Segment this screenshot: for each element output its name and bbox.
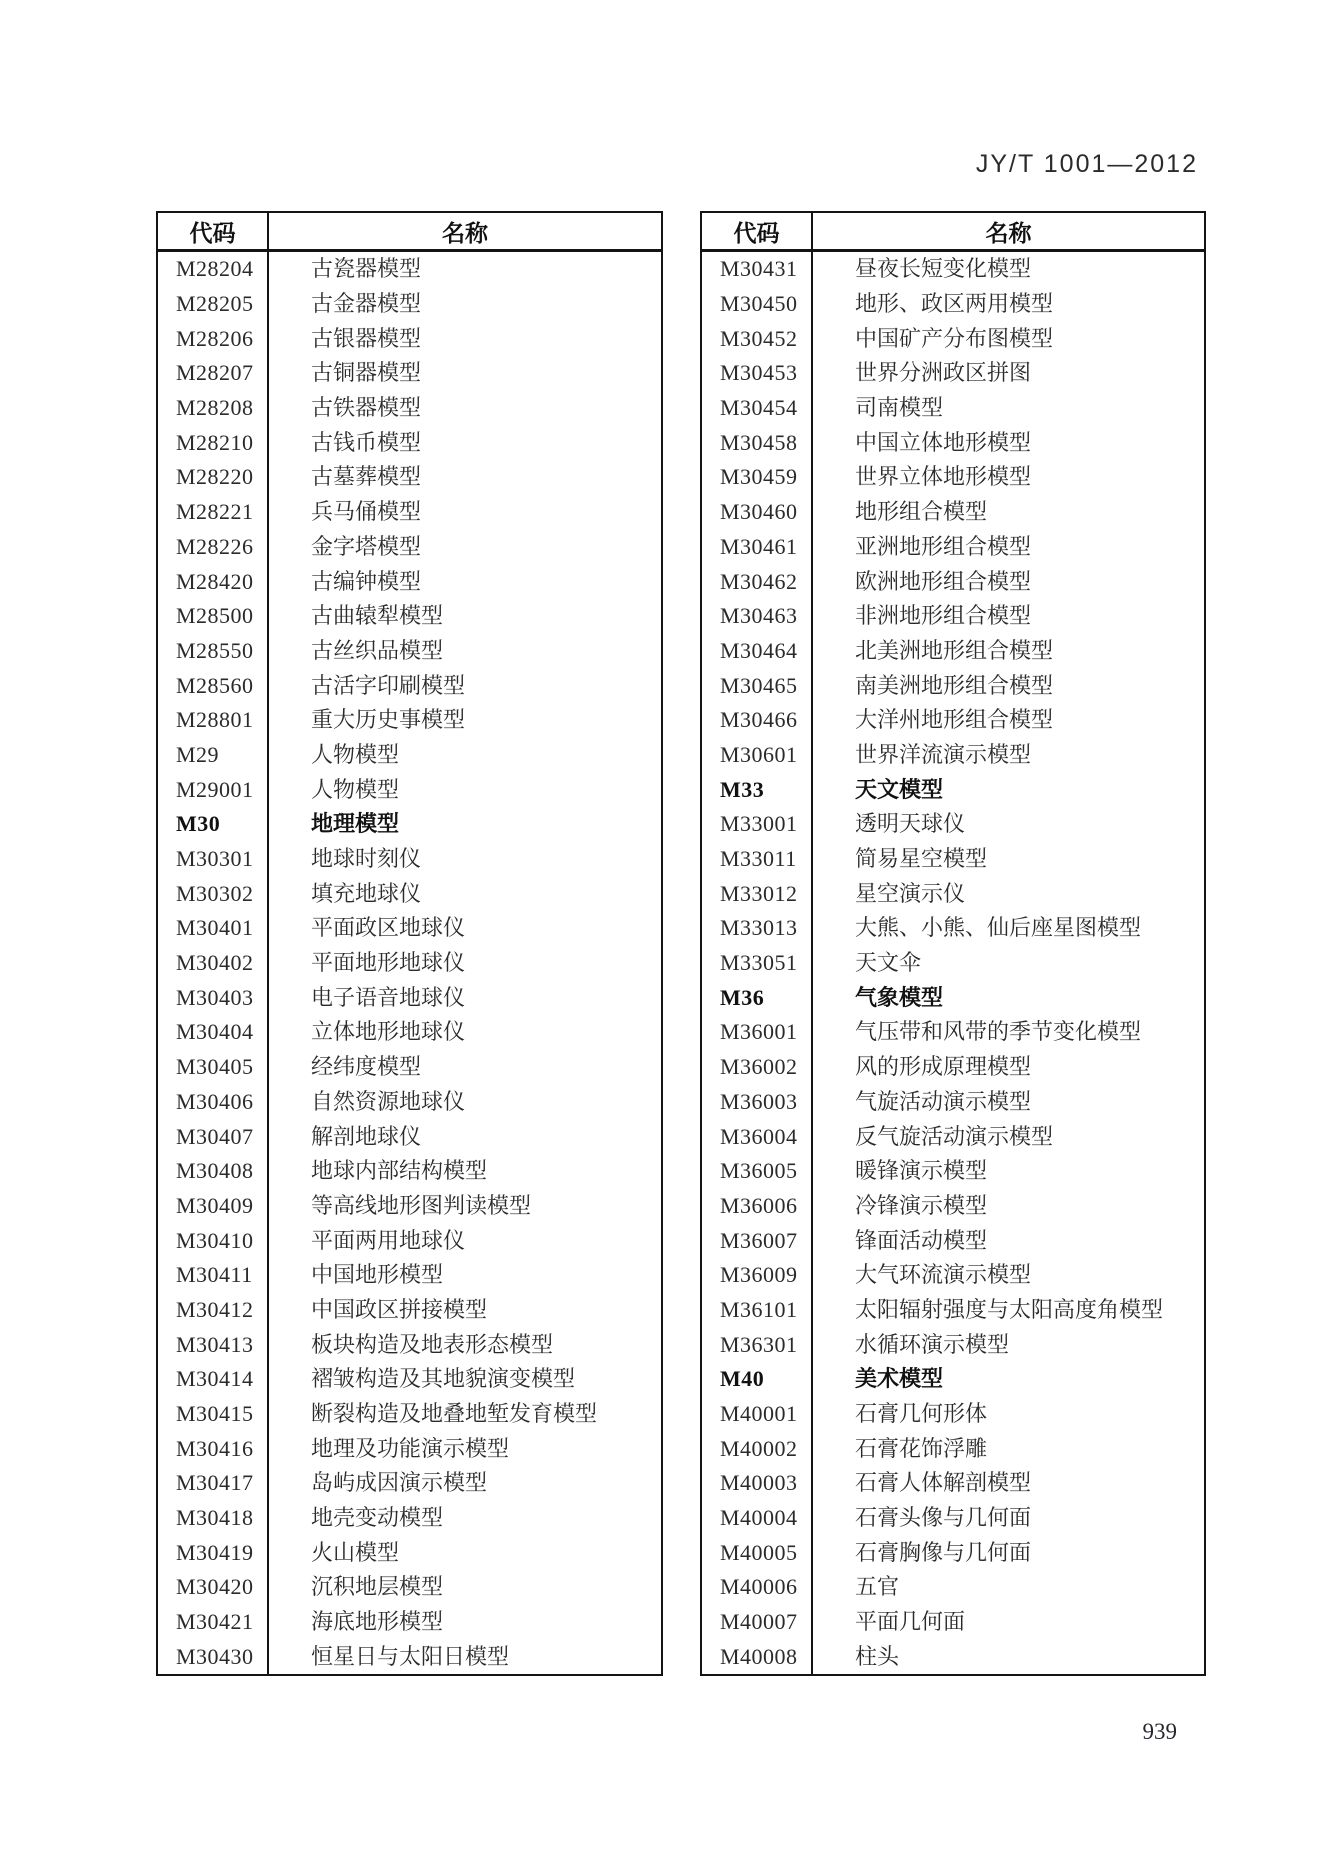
right-code-table <box>700 211 1206 1676</box>
code-cell: M30401 <box>157 911 268 946</box>
table-row <box>701 321 1205 356</box>
name-cell: 气旋活动演示模型 <box>855 1088 1032 1114</box>
left-table-header <box>157 212 662 251</box>
table-row <box>701 1431 1205 1466</box>
name-cell: 平面两用地球仪 <box>311 1227 466 1253</box>
table-row <box>701 1154 1205 1189</box>
table-row <box>701 772 1205 807</box>
code-cell: M30404 <box>157 1015 268 1050</box>
name-cell: 非洲地形组合模型 <box>855 603 1032 629</box>
name-cell: 北美洲地形组合模型 <box>855 637 1054 663</box>
name-cell: 五官 <box>855 1574 900 1600</box>
code-cell: M30430 <box>157 1640 268 1676</box>
name-column-header: 名称 <box>268 212 662 251</box>
code-cell: M30459 <box>701 460 812 495</box>
code-cell: M30407 <box>157 1119 268 1154</box>
table-row <box>157 599 662 634</box>
table-row <box>701 1501 1205 1536</box>
name-cell: 沉积地层模型 <box>311 1574 444 1600</box>
code-cell: M36004 <box>701 1119 812 1154</box>
name-cell: 暖锋演示模型 <box>855 1158 988 1184</box>
code-cell: M30453 <box>701 356 812 391</box>
header-row <box>701 212 1205 251</box>
name-column-header: 名称 <box>812 212 1205 251</box>
table-row <box>701 1466 1205 1501</box>
name-cell: 断裂构造及地叠地堑发育模型 <box>311 1401 598 1427</box>
code-column-header: 代码 <box>701 212 812 251</box>
name-cell: 大熊、小熊、仙后座星图模型 <box>855 915 1142 941</box>
name-cell: 透明天球仪 <box>855 811 966 837</box>
name-cell: 世界洋流演示模型 <box>855 741 1032 767</box>
code-cell: M33051 <box>701 946 812 981</box>
table-row <box>157 980 662 1015</box>
code-cell: M30408 <box>157 1154 268 1189</box>
code-cell: M30403 <box>157 980 268 1015</box>
name-cell: 古编钟模型 <box>311 568 422 594</box>
code-cell: M30415 <box>157 1397 268 1432</box>
code-cell: M30460 <box>701 495 812 530</box>
name-cell: 兵马俑模型 <box>311 499 422 525</box>
name-cell: 海底地形模型 <box>311 1609 444 1635</box>
name-cell: 石膏胸像与几何面 <box>855 1539 1032 1565</box>
table-row <box>157 772 662 807</box>
name-cell: 古墓葬模型 <box>311 464 422 490</box>
table-row <box>701 980 1205 1015</box>
name-cell: 古钱币模型 <box>311 429 422 455</box>
name-cell: 地球内部结构模型 <box>311 1158 488 1184</box>
header-row <box>157 212 662 251</box>
code-cell: M40006 <box>701 1570 812 1605</box>
code-cell: M30420 <box>157 1570 268 1605</box>
code-cell: M28420 <box>157 564 268 599</box>
name-cell: 中国矿产分布图模型 <box>855 325 1054 351</box>
name-cell: 人物模型 <box>311 741 400 767</box>
code-cell: M30458 <box>701 425 812 460</box>
name-cell: 岛屿成因演示模型 <box>311 1470 488 1496</box>
table-row <box>701 1189 1205 1224</box>
right-table-body <box>701 251 1205 1676</box>
code-cell: M28207 <box>157 356 268 391</box>
table-row <box>157 1327 662 1362</box>
name-cell: 气象模型 <box>855 984 944 1010</box>
table-row <box>701 356 1205 391</box>
name-cell: 简易星空模型 <box>855 846 988 872</box>
code-cell: M36003 <box>701 1085 812 1120</box>
table-row <box>157 530 662 565</box>
table-row <box>701 634 1205 669</box>
table-row <box>157 842 662 877</box>
name-cell: 平面地形地球仪 <box>311 950 466 976</box>
code-cell: M30465 <box>701 668 812 703</box>
table-row <box>701 876 1205 911</box>
name-cell: 星空演示仪 <box>855 880 966 906</box>
name-cell: 地形、政区两用模型 <box>855 291 1054 317</box>
code-cell: M28221 <box>157 495 268 530</box>
code-cell: M33001 <box>701 807 812 842</box>
name-cell: 地形组合模型 <box>855 499 988 525</box>
table-row <box>701 1050 1205 1085</box>
table-row <box>157 876 662 911</box>
name-cell: 等高线地形图判读模型 <box>311 1192 532 1218</box>
code-cell: M36301 <box>701 1327 812 1362</box>
table-row <box>701 599 1205 634</box>
table-row <box>701 842 1205 877</box>
table-row <box>701 1015 1205 1050</box>
name-cell: 美术模型 <box>855 1366 944 1392</box>
code-cell: M30 <box>157 807 268 842</box>
table-row <box>701 1362 1205 1397</box>
table-row <box>157 1501 662 1536</box>
table-row <box>157 356 662 391</box>
code-cell: M30454 <box>701 391 812 426</box>
code-cell: M30462 <box>701 564 812 599</box>
code-cell: M40007 <box>701 1605 812 1640</box>
left-code-table <box>156 211 663 1676</box>
code-cell: M40008 <box>701 1640 812 1676</box>
name-cell: 锋面活动模型 <box>855 1227 988 1253</box>
table-row <box>157 1223 662 1258</box>
code-cell: M30406 <box>157 1085 268 1120</box>
code-cell: M28204 <box>157 251 268 287</box>
table-row <box>701 807 1205 842</box>
code-cell: M33011 <box>701 842 812 877</box>
code-cell: M36001 <box>701 1015 812 1050</box>
table-row <box>701 1605 1205 1640</box>
table-row <box>701 911 1205 946</box>
table-row <box>701 668 1205 703</box>
name-cell: 昼夜长短变化模型 <box>855 256 1032 282</box>
table-row <box>157 1119 662 1154</box>
name-cell: 平面政区地球仪 <box>311 915 466 941</box>
name-cell: 经纬度模型 <box>311 1054 422 1080</box>
table-row <box>157 703 662 738</box>
code-cell: M28226 <box>157 530 268 565</box>
table-row <box>157 1466 662 1501</box>
code-cell: M33 <box>701 772 812 807</box>
code-cell: M30411 <box>157 1258 268 1293</box>
table-row <box>701 1119 1205 1154</box>
table-row <box>157 1085 662 1120</box>
code-cell: M36101 <box>701 1293 812 1328</box>
code-cell: M30410 <box>157 1223 268 1258</box>
name-cell: 古金器模型 <box>311 291 422 317</box>
code-cell: M36005 <box>701 1154 812 1189</box>
name-cell: 古活字印刷模型 <box>311 672 466 698</box>
table-row <box>157 668 662 703</box>
code-cell: M28560 <box>157 668 268 703</box>
table-row <box>701 564 1205 599</box>
code-cell: M28206 <box>157 321 268 356</box>
name-cell: 火山模型 <box>311 1539 400 1565</box>
code-cell: M29 <box>157 738 268 773</box>
name-cell: 风的形成原理模型 <box>855 1054 1032 1080</box>
table-row <box>701 1258 1205 1293</box>
name-cell: 天文伞 <box>855 950 922 976</box>
table-row <box>701 391 1205 426</box>
table-row <box>157 1397 662 1432</box>
table-row <box>701 703 1205 738</box>
code-cell: M30409 <box>157 1189 268 1224</box>
table-row <box>157 1535 662 1570</box>
name-cell: 太阳辐射强度与太阳高度角模型 <box>855 1296 1164 1322</box>
table-row <box>157 460 662 495</box>
code-cell: M30461 <box>701 530 812 565</box>
name-cell: 水循环演示模型 <box>855 1331 1010 1357</box>
code-cell: M30412 <box>157 1293 268 1328</box>
code-cell: M30419 <box>157 1535 268 1570</box>
code-cell: M28208 <box>157 391 268 426</box>
code-cell: M33013 <box>701 911 812 946</box>
name-cell: 地球时刻仪 <box>311 846 422 872</box>
name-cell: 柱头 <box>855 1643 900 1669</box>
name-cell: 立体地形地球仪 <box>311 1019 466 1045</box>
code-cell: M28210 <box>157 425 268 460</box>
code-cell: M30416 <box>157 1431 268 1466</box>
table-row <box>701 287 1205 322</box>
code-cell: M29001 <box>157 772 268 807</box>
table-row <box>157 946 662 981</box>
name-cell: 古铁器模型 <box>311 395 422 421</box>
name-cell: 恒星日与太阳日模型 <box>311 1643 510 1669</box>
table-row <box>701 460 1205 495</box>
code-cell: M40 <box>701 1362 812 1397</box>
name-cell: 自然资源地球仪 <box>311 1088 466 1114</box>
code-cell: M28500 <box>157 599 268 634</box>
code-cell: M30464 <box>701 634 812 669</box>
table-row <box>157 1015 662 1050</box>
name-cell: 板块构造及地表形态模型 <box>311 1331 554 1357</box>
document-standard-number: JY/T 1001—2012 <box>975 150 1198 178</box>
name-cell: 大气环流演示模型 <box>855 1262 1032 1288</box>
table-row <box>157 564 662 599</box>
table-row <box>157 807 662 842</box>
table-row <box>701 1327 1205 1362</box>
code-cell: M28550 <box>157 634 268 669</box>
code-cell: M40002 <box>701 1431 812 1466</box>
table-row <box>701 1640 1205 1676</box>
table-row <box>157 1605 662 1640</box>
code-cell: M40005 <box>701 1535 812 1570</box>
code-cell: M28801 <box>157 703 268 738</box>
name-cell: 世界立体地形模型 <box>855 464 1032 490</box>
code-cell: M30418 <box>157 1501 268 1536</box>
code-cell: M36002 <box>701 1050 812 1085</box>
code-column-header: 代码 <box>157 212 268 251</box>
name-cell: 古银器模型 <box>311 325 422 351</box>
code-cell: M30431 <box>701 251 812 287</box>
table-row <box>157 1431 662 1466</box>
code-cell: M36006 <box>701 1189 812 1224</box>
name-cell: 世界分洲政区拼图 <box>855 360 1032 386</box>
table-row <box>701 1535 1205 1570</box>
name-cell: 金字塔模型 <box>311 533 422 559</box>
table-row <box>157 425 662 460</box>
table-row <box>157 1570 662 1605</box>
name-cell: 天文模型 <box>855 776 944 802</box>
name-cell: 解剖地球仪 <box>311 1123 422 1149</box>
table-row <box>157 391 662 426</box>
name-cell: 石膏几何形体 <box>855 1401 988 1427</box>
table-row <box>157 1362 662 1397</box>
right-table-header <box>701 212 1205 251</box>
code-cell: M30414 <box>157 1362 268 1397</box>
name-cell: 大洋州地形组合模型 <box>855 707 1054 733</box>
name-cell: 冷锋演示模型 <box>855 1192 988 1218</box>
name-cell: 司南模型 <box>855 395 944 421</box>
name-cell: 气压带和风带的季节变化模型 <box>855 1019 1142 1045</box>
table-row <box>157 1154 662 1189</box>
page-number: 939 <box>1142 1719 1177 1744</box>
name-cell: 古丝织品模型 <box>311 637 444 663</box>
name-cell: 亚洲地形组合模型 <box>855 533 1032 559</box>
code-cell: M30413 <box>157 1327 268 1362</box>
table-row <box>157 287 662 322</box>
code-cell: M30301 <box>157 842 268 877</box>
table-row <box>157 634 662 669</box>
code-cell: M30417 <box>157 1466 268 1501</box>
code-cell: M30402 <box>157 946 268 981</box>
table-row <box>701 738 1205 773</box>
table-row <box>157 911 662 946</box>
name-cell: 古曲辕犁模型 <box>311 603 444 629</box>
name-cell: 地壳变动模型 <box>311 1505 444 1531</box>
name-cell: 古瓷器模型 <box>311 256 422 282</box>
code-cell: M40004 <box>701 1501 812 1536</box>
code-cell: M33012 <box>701 876 812 911</box>
code-cell: M36 <box>701 980 812 1015</box>
table-row <box>157 738 662 773</box>
code-tables-container <box>156 211 1206 1676</box>
table-row <box>157 1189 662 1224</box>
table-row <box>157 1258 662 1293</box>
name-cell: 填充地球仪 <box>311 880 422 906</box>
table-row <box>701 251 1205 287</box>
code-cell: M30463 <box>701 599 812 634</box>
table-row <box>701 946 1205 981</box>
name-cell: 重大历史事模型 <box>311 707 466 733</box>
name-cell: 中国政区拼接模型 <box>311 1296 488 1322</box>
table-row <box>701 1570 1205 1605</box>
name-cell: 石膏头像与几何面 <box>855 1505 1032 1531</box>
table-row <box>701 530 1205 565</box>
table-row <box>701 425 1205 460</box>
table-row <box>157 1293 662 1328</box>
name-cell: 人物模型 <box>311 776 400 802</box>
code-cell: M30452 <box>701 321 812 356</box>
code-cell: M30405 <box>157 1050 268 1085</box>
name-cell: 中国立体地形模型 <box>855 429 1032 455</box>
name-cell: 石膏花饰浮雕 <box>855 1435 988 1461</box>
name-cell: 平面几何面 <box>855 1609 966 1635</box>
name-cell: 地理及功能演示模型 <box>311 1435 510 1461</box>
table-row <box>157 1050 662 1085</box>
table-row <box>701 1223 1205 1258</box>
code-cell: M30466 <box>701 703 812 738</box>
name-cell: 褶皱构造及其地貌演变模型 <box>311 1366 576 1392</box>
left-table-body <box>157 251 662 1676</box>
code-cell: M36009 <box>701 1258 812 1293</box>
name-cell: 反气旋活动演示模型 <box>855 1123 1054 1149</box>
table-row <box>701 1397 1205 1432</box>
name-cell: 南美洲地形组合模型 <box>855 672 1054 698</box>
name-cell: 石膏人体解剖模型 <box>855 1470 1032 1496</box>
code-cell: M30450 <box>701 287 812 322</box>
table-row <box>157 495 662 530</box>
name-cell: 中国地形模型 <box>311 1262 444 1288</box>
name-cell: 地理模型 <box>311 811 400 837</box>
code-cell: M36007 <box>701 1223 812 1258</box>
code-cell: M30601 <box>701 738 812 773</box>
table-row <box>701 495 1205 530</box>
name-cell: 古铜器模型 <box>311 360 422 386</box>
table-row <box>701 1085 1205 1120</box>
table-row <box>157 321 662 356</box>
code-cell: M40001 <box>701 1397 812 1432</box>
table-row <box>157 1640 662 1676</box>
name-cell: 电子语音地球仪 <box>311 984 466 1010</box>
code-cell: M40003 <box>701 1466 812 1501</box>
name-cell: 欧洲地形组合模型 <box>855 568 1032 594</box>
table-row <box>701 1293 1205 1328</box>
table-row <box>157 251 662 287</box>
code-cell: M30302 <box>157 876 268 911</box>
code-cell: M28220 <box>157 460 268 495</box>
code-cell: M30421 <box>157 1605 268 1640</box>
code-cell: M28205 <box>157 287 268 322</box>
